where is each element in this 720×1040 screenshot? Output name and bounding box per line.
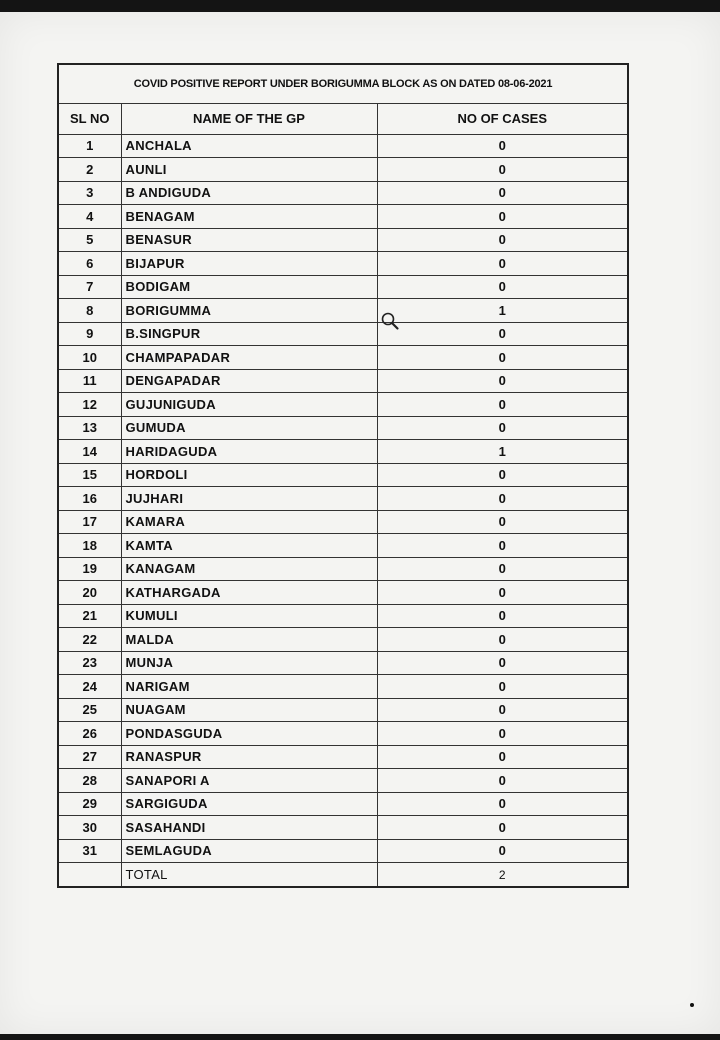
sl-no-cell: 13 (59, 416, 121, 440)
gp-name-cell: BENASUR (121, 228, 377, 252)
table-row (59, 722, 627, 746)
sl-no-cell: 22 (59, 628, 121, 652)
gp-name-cell: AUNLI (121, 158, 377, 182)
gp-name-cell: KAMTA (121, 534, 377, 558)
sl-no-cell: 25 (59, 698, 121, 722)
gp-name-cell: KUMULI (121, 604, 377, 628)
sl-no-cell: 9 (59, 322, 121, 346)
cases-cell: 0 (377, 604, 627, 628)
table-row (59, 158, 627, 182)
cases-cell: 0 (377, 722, 627, 746)
total-sl-cell (59, 863, 121, 887)
cases-cell: 0 (377, 769, 627, 793)
table-row (59, 134, 627, 158)
table-row (59, 252, 627, 276)
total-value: 2 (377, 863, 627, 887)
cases-cell: 0 (377, 252, 627, 276)
sl-no-cell: 2 (59, 158, 121, 182)
cases-cell: 0 (377, 228, 627, 252)
sl-no-cell: 30 (59, 816, 121, 840)
cases-cell: 0 (377, 534, 627, 558)
sl-no-cell: 19 (59, 557, 121, 581)
cases-cell: 0 (377, 416, 627, 440)
cases-cell: 0 (377, 275, 627, 299)
column-header-gp-name: NAME OF THE GP (121, 104, 377, 134)
gp-name-cell: MUNJA (121, 651, 377, 675)
table-row (59, 745, 627, 769)
gp-name-cell: CHAMPAPADAR (121, 346, 377, 370)
sl-no-cell: 16 (59, 487, 121, 511)
sl-no-cell: 20 (59, 581, 121, 605)
gp-name-cell: SARGIGUDA (121, 792, 377, 816)
gp-name-cell: SASAHANDI (121, 816, 377, 840)
table-row (59, 816, 627, 840)
cases-cell: 0 (377, 698, 627, 722)
cases-cell: 0 (377, 463, 627, 487)
sl-no-cell: 15 (59, 463, 121, 487)
table-row (59, 534, 627, 558)
gp-name-cell: HARIDAGUDA (121, 440, 377, 464)
gp-name-cell: JUJHARI (121, 487, 377, 511)
sl-no-cell: 5 (59, 228, 121, 252)
cases-cell: 0 (377, 393, 627, 417)
sl-no-cell: 29 (59, 792, 121, 816)
gp-name-cell: B.SINGPUR (121, 322, 377, 346)
table-row (59, 275, 627, 299)
column-header-cases: NO OF CASES (377, 104, 627, 134)
table-row (59, 557, 627, 581)
report-title: COVID POSITIVE REPORT UNDER BORIGUMMA BLOCK AS ON DATED 08-06-2021 (59, 65, 627, 104)
table-row (59, 581, 627, 605)
table-row (59, 369, 627, 393)
table-row (59, 416, 627, 440)
gp-name-cell: SANAPORI A (121, 769, 377, 793)
cases-cell: 1 (377, 299, 627, 323)
sl-no-cell: 23 (59, 651, 121, 675)
table-row (59, 628, 627, 652)
cases-cell: 1 (377, 440, 627, 464)
gp-name-cell: ANCHALA (121, 134, 377, 158)
cases-cell: 0 (377, 487, 627, 511)
search-icon[interactable] (380, 311, 400, 331)
sl-no-cell: 17 (59, 510, 121, 534)
gp-name-cell: GUMUDA (121, 416, 377, 440)
sl-no-cell: 4 (59, 205, 121, 229)
sl-no-cell: 7 (59, 275, 121, 299)
table-row (59, 205, 627, 229)
total-label: TOTAL (121, 863, 377, 887)
cases-cell: 0 (377, 792, 627, 816)
cases-cell: 0 (377, 322, 627, 346)
sl-no-cell: 27 (59, 745, 121, 769)
cases-cell: 0 (377, 651, 627, 675)
sl-no-cell: 12 (59, 393, 121, 417)
cases-cell: 0 (377, 134, 627, 158)
sl-no-cell: 8 (59, 299, 121, 323)
sl-no-cell: 6 (59, 252, 121, 276)
gp-name-cell: NARIGAM (121, 675, 377, 699)
paper-speck (690, 1003, 694, 1007)
gp-name-cell: BIJAPUR (121, 252, 377, 276)
gp-name-cell: NUAGAM (121, 698, 377, 722)
gp-name-cell: PONDASGUDA (121, 722, 377, 746)
cases-cell: 0 (377, 816, 627, 840)
gp-name-cell: BENAGAM (121, 205, 377, 229)
table-row (59, 675, 627, 699)
sl-no-cell: 1 (59, 134, 121, 158)
gp-name-cell: MALDA (121, 628, 377, 652)
table-row (59, 440, 627, 464)
gp-name-cell: BODIGAM (121, 275, 377, 299)
sl-no-cell: 11 (59, 369, 121, 393)
sl-no-cell: 10 (59, 346, 121, 370)
sl-no-cell: 21 (59, 604, 121, 628)
sl-no-cell: 14 (59, 440, 121, 464)
gp-name-cell: B ANDIGUDA (121, 181, 377, 205)
table-row (59, 792, 627, 816)
cases-cell: 0 (377, 369, 627, 393)
cases-cell: 0 (377, 181, 627, 205)
table-row (59, 463, 627, 487)
cases-cell: 0 (377, 675, 627, 699)
cases-cell: 0 (377, 205, 627, 229)
cases-cell: 0 (377, 745, 627, 769)
sl-no-cell: 18 (59, 534, 121, 558)
table-row (59, 322, 627, 346)
table-row (59, 604, 627, 628)
table-row (59, 393, 627, 417)
total-row (59, 863, 627, 887)
cases-cell: 0 (377, 557, 627, 581)
column-header-sl-no: SL NO (59, 104, 121, 134)
table-body (59, 134, 627, 886)
gp-name-cell: KANAGAM (121, 557, 377, 581)
table-row (59, 346, 627, 370)
gp-name-cell: HORDOLI (121, 463, 377, 487)
cases-cell: 0 (377, 158, 627, 182)
sl-no-cell: 26 (59, 722, 121, 746)
table-row (59, 228, 627, 252)
gp-name-cell: DENGAPADAR (121, 369, 377, 393)
table-row (59, 487, 627, 511)
gp-name-cell: RANASPUR (121, 745, 377, 769)
table-row (59, 839, 627, 863)
table-row (59, 181, 627, 205)
gp-name-cell: KATHARGADA (121, 581, 377, 605)
gp-name-cell: GUJUNIGUDA (121, 393, 377, 417)
sl-no-cell: 28 (59, 769, 121, 793)
table-row (59, 651, 627, 675)
table-row (59, 698, 627, 722)
gp-name-cell: KAMARA (121, 510, 377, 534)
gp-name-cell: BORIGUMMA (121, 299, 377, 323)
cases-cell: 0 (377, 839, 627, 863)
sl-no-cell: 31 (59, 839, 121, 863)
table-row (59, 299, 627, 323)
covid-report-table (57, 63, 629, 888)
cases-cell: 0 (377, 581, 627, 605)
gp-name-cell: SEMLAGUDA (121, 839, 377, 863)
cases-cell: 0 (377, 346, 627, 370)
cases-cell: 0 (377, 510, 627, 534)
sl-no-cell: 24 (59, 675, 121, 699)
table-row (59, 510, 627, 534)
cases-table (59, 104, 627, 886)
cases-cell: 0 (377, 628, 627, 652)
table-row (59, 769, 627, 793)
sl-no-cell: 3 (59, 181, 121, 205)
header-row (59, 104, 627, 134)
